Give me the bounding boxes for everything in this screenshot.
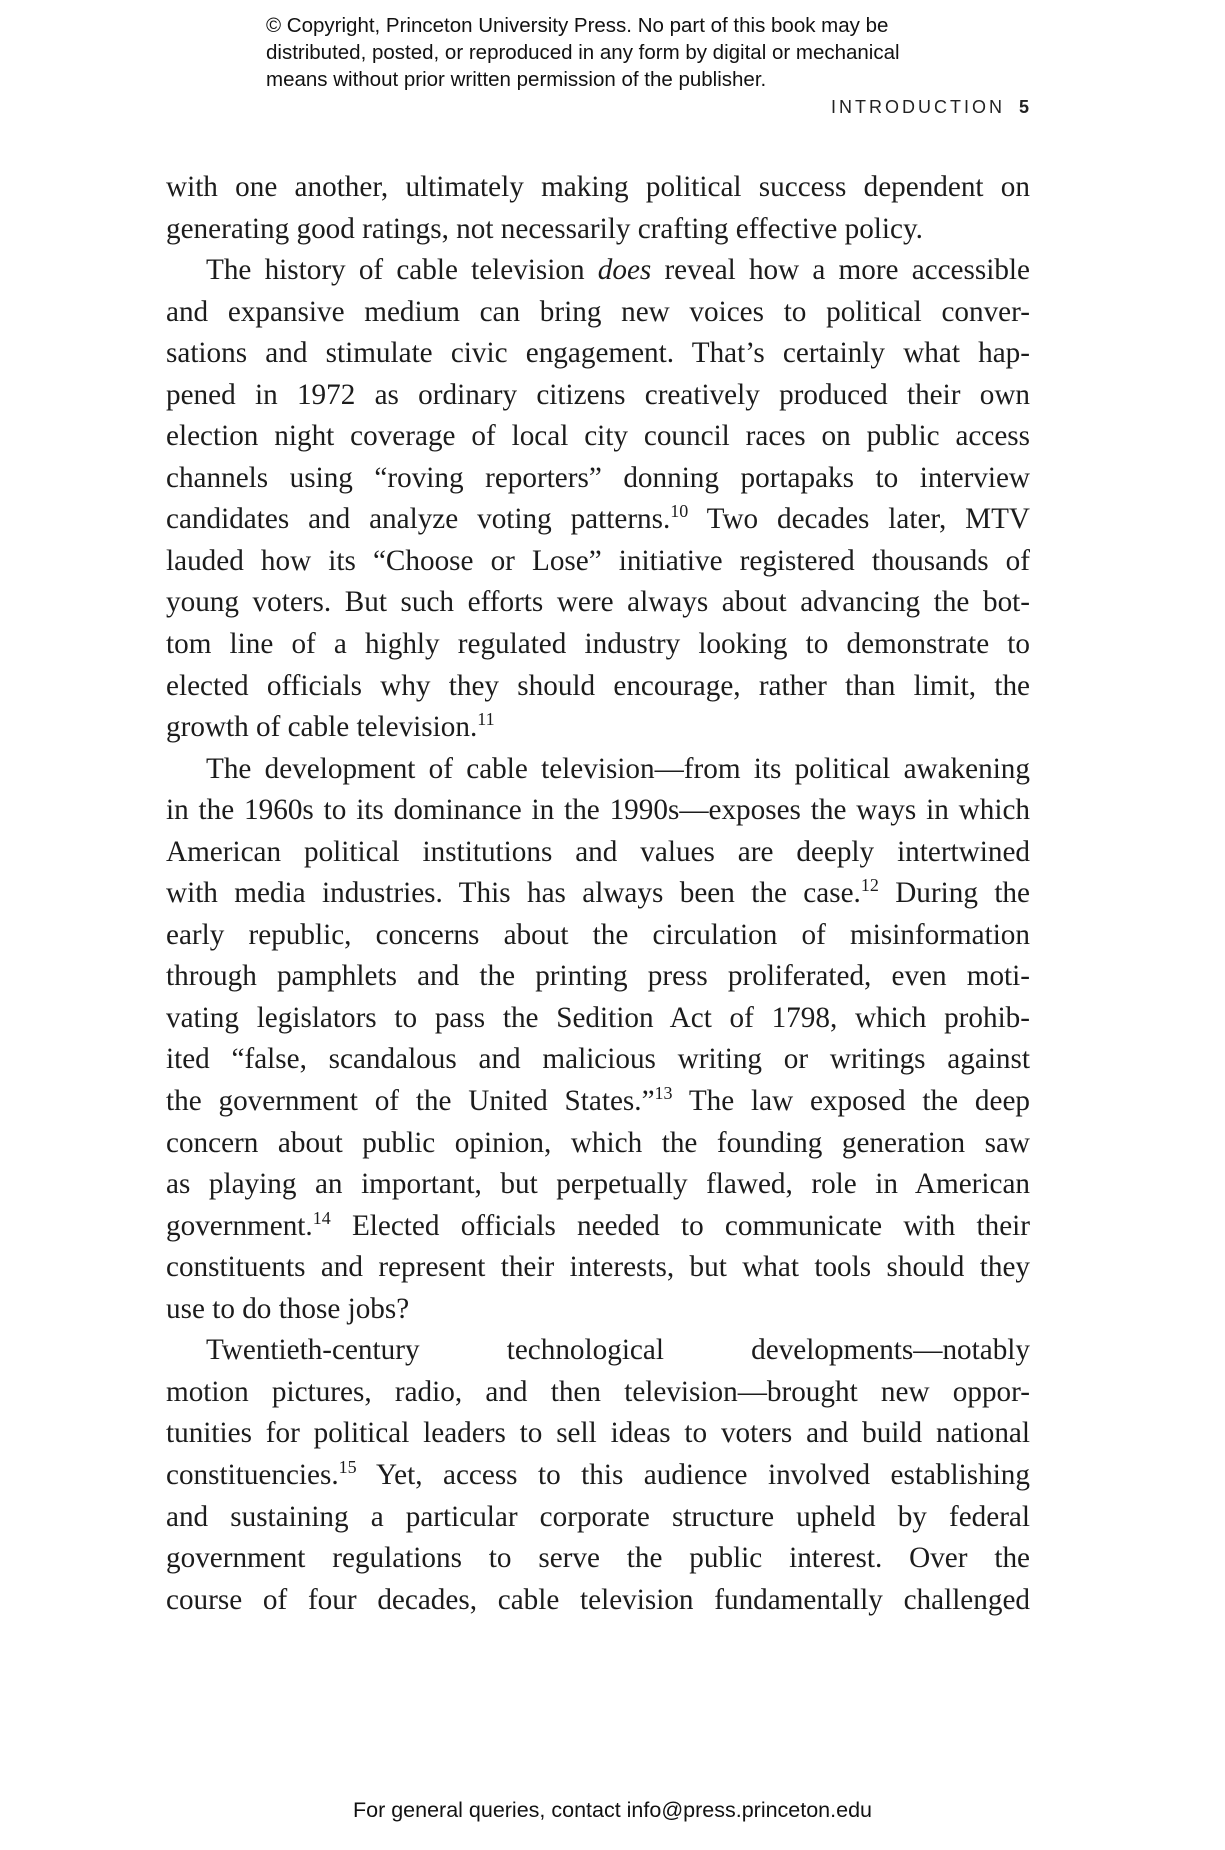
text-line: The history of cable television does reveal how a more accessible (206, 254, 1030, 287)
paragraph-4 (166, 1330, 1030, 1621)
text-line: concern about public opinion, which the founding generation saw (166, 1126, 1030, 1159)
text-line: course of four decades, cable television fundamentally challenged (166, 1583, 1030, 1616)
text-line: vating legislators to pass the Sedition Act of 1798, which prohib- (166, 1001, 1030, 1034)
text-line: with media industries. This has always been the case.$^{12}$ During the (166, 875, 1030, 910)
copyright-line: distributed, posted, or reproduced in any form by digital or mechanical (266, 41, 900, 64)
text-line: government regulations to serve the public interest. Over the (166, 1542, 1030, 1575)
emphasis-does: does (597, 254, 652, 287)
footnote-ref-13: 13 (654, 1083, 673, 1104)
text-line: government.$^{14}$ Elected officials needed to communicate with their (166, 1207, 1030, 1242)
text-line: channels using “roving reporters” donning portapaks to interview (166, 461, 1030, 494)
body-text (166, 167, 1030, 1621)
text-line: growth of cable television.$^{11}$ (166, 709, 495, 744)
text-line: the government of the United States.”$^{13}$ The law exposed the deep (166, 1083, 1030, 1118)
footnote-ref-10: 10 (670, 501, 689, 522)
text-line: through pamphlets and the printing press proliferated, even moti- (166, 960, 1030, 993)
section-title: INTRODUCTION (830, 97, 1005, 117)
text-line: pened in 1972 as ordinary citizens creatively produced their own (166, 378, 1030, 411)
text-line: in the 1960s to its dominance in the 1990s—exposes the ways in which (166, 794, 1030, 827)
text-line: early republic, concerns about the circulation of misinformation (166, 918, 1030, 951)
text-line: candidates and analyze voting patterns.$^{10}$ Two decades later, MTV (166, 501, 1030, 536)
text-line: ited “false, scandalous and malicious writing or writings against (166, 1043, 1030, 1076)
text-line: constituents and represent their interests, but what tools should they (166, 1251, 1030, 1284)
text-line: and expansive medium can bring new voices to political conver- (166, 295, 1030, 328)
text-line: The development of cable television—from its political awakening (206, 752, 1030, 785)
paragraph-1 (166, 167, 1030, 250)
text-line: constituencies.$^{15}$ Yet, access to this audience involved establishing (166, 1456, 1030, 1491)
text-line: with one another, ultimately making political success dependent on (166, 171, 1030, 203)
text-line: use to do those jobs? (166, 1292, 410, 1325)
text-line: tom line of a highly regulated industry looking to demonstrate to (166, 628, 1030, 661)
text-line: election night coverage of local city council races on public access (166, 420, 1030, 453)
running-head (831, 97, 1029, 118)
text-line: lauded how its “Choose or Lose” initiative registered thousands of (166, 544, 1030, 577)
text-line: motion pictures, radio, and then television—brought new oppor- (166, 1375, 1030, 1408)
text-line: and sustaining a particular corporate structure upheld by federal (166, 1500, 1030, 1533)
text-line: tunities for political leaders to sell ideas to voters and build national (166, 1417, 1030, 1450)
footnote-ref-12: 12 (860, 875, 879, 896)
footer-contact: For general queries, contact info@press.princeton.edu (352, 1798, 872, 1822)
paragraph-2 (166, 250, 1030, 749)
footnote-ref-14: 14 (312, 1207, 331, 1228)
text-line: as playing an important, but perpetually flawed, role in American (166, 1168, 1030, 1201)
text-line: elected officials why they should encourage, rather than limit, the (166, 669, 1030, 702)
page-number: 5 (1018, 97, 1029, 117)
text-line: American political institutions and values are deeply intertwined (166, 835, 1030, 868)
text-line: sations and stimulate civic engagement. That’s certainly what hap- (166, 337, 1030, 370)
text-line: young voters. But such efforts were always about advancing the bot- (166, 586, 1030, 619)
copyright-line: © Copyright, Princeton University Press. No part of this book may be (266, 14, 889, 37)
text-line: generating good ratings, not necessarily crafting effective policy. (166, 212, 923, 245)
paragraph-3 (166, 749, 1030, 1331)
footnote-ref-11: 11 (477, 709, 495, 730)
text-line: Twentieth-century technological developments—notably (206, 1334, 1030, 1367)
copyright-notice (266, 12, 1006, 93)
copyright-line: means without prior written permission of the publisher. (266, 68, 767, 91)
footnote-ref-15: 15 (338, 1456, 357, 1477)
